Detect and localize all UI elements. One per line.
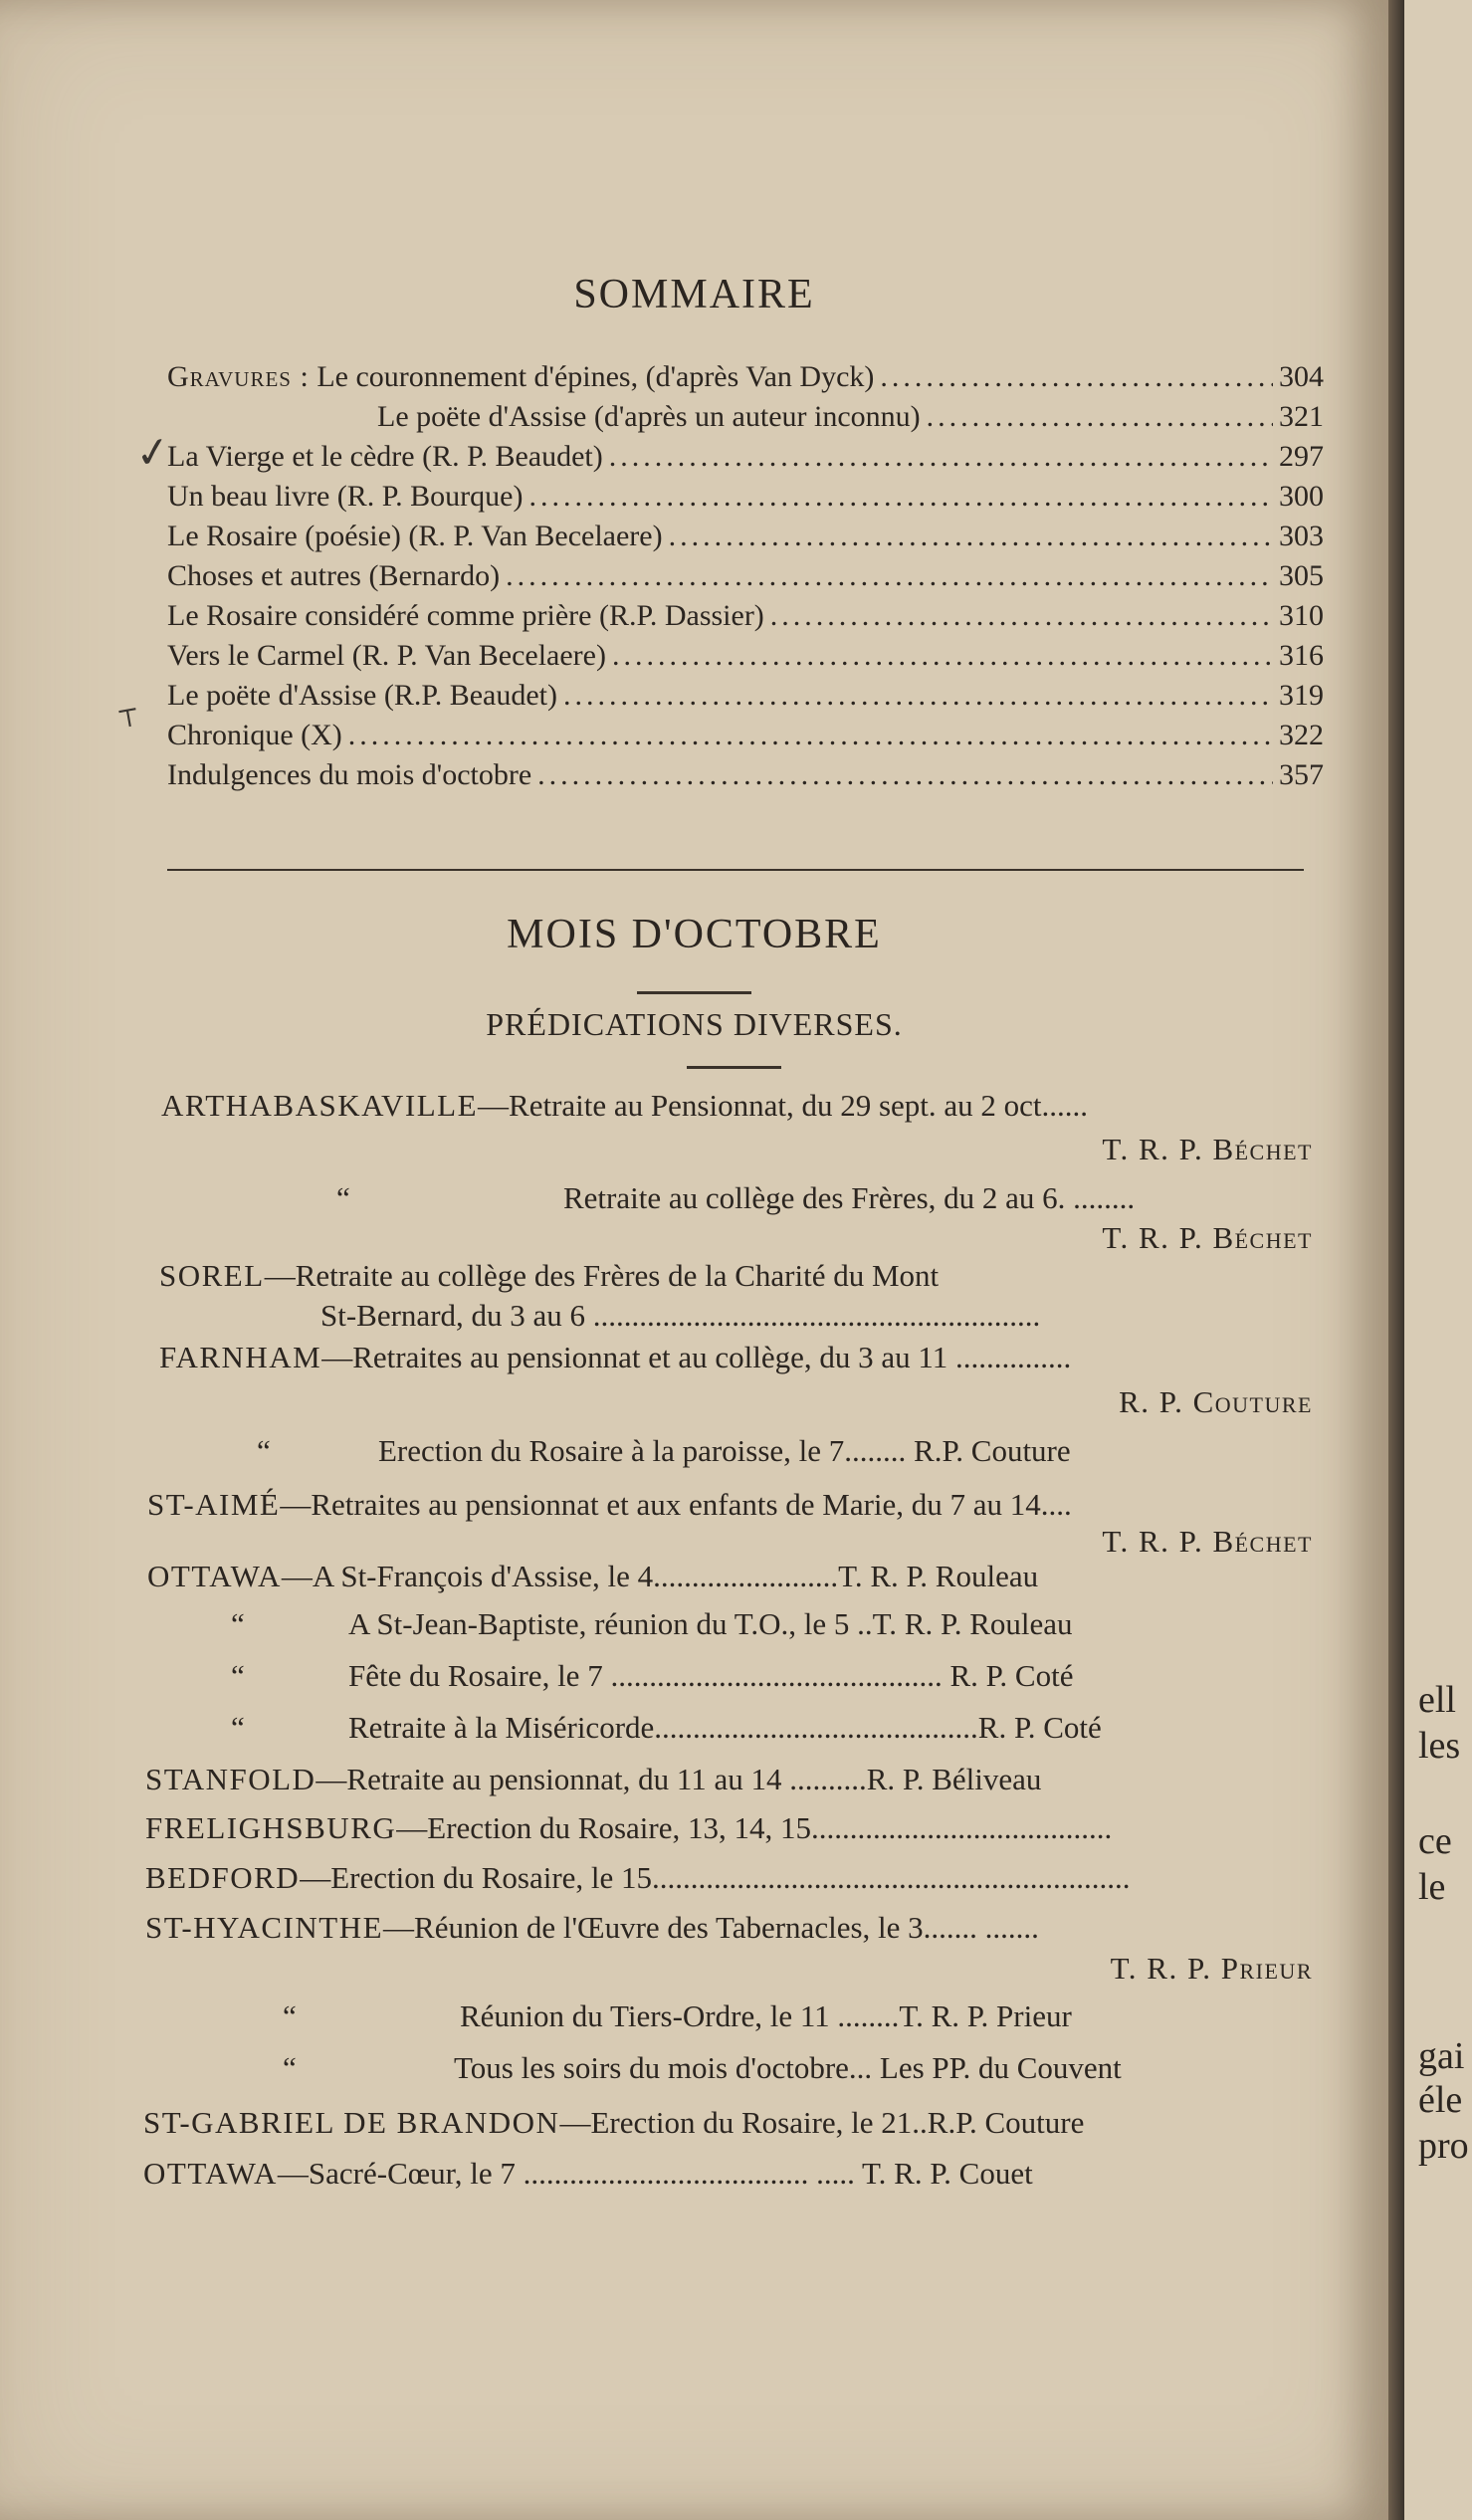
toc-item-page: 316 <box>1279 639 1324 672</box>
entry-text: —Erection du Rosaire, 13, 14, 15....................................... <box>396 1810 1113 1845</box>
place-name: ST-HYACINTHE <box>145 1910 384 1945</box>
toc-item-label: Le couronnement d'épines, (d'après Van Dyck) <box>316 360 875 393</box>
entry-text: —Retraite au Pensionnat, du 29 sept. au 2 oct...... <box>478 1088 1089 1123</box>
toc-item-label: La Vierge et le cèdre (R. P. Beaudet) <box>167 440 603 473</box>
facing-page <box>1404 0 1472 2520</box>
list-item <box>147 1487 1072 1523</box>
toc-leader <box>528 480 1273 514</box>
entry-text: —A St-François d'Assise, le 4........................T. R. P. Rouleau <box>281 1559 1039 1593</box>
preacher: T. R. P. Béchet <box>1102 1524 1313 1559</box>
ditto-mark: “ <box>231 1710 245 1745</box>
entry-text: Erection du Rosaire à la paroisse, le 7........ R.P. Couture <box>378 1433 1071 1468</box>
divider <box>637 991 751 994</box>
mois-title: MOIS D'OCTOBRE <box>507 912 882 957</box>
facing-fragment: ell <box>1418 1679 1456 1721</box>
entry-text: —Erection du Rosaire, le 15.............................................................. <box>300 1860 1131 1895</box>
place-name: FARNHAM <box>159 1340 322 1374</box>
toc-item <box>167 559 1324 599</box>
toc-item-label: Indulgences du mois d'octobre <box>167 758 532 791</box>
ditto-mark: “ <box>231 1658 245 1693</box>
place-name: OTTAWA <box>147 1559 282 1593</box>
preacher: R. P. Couture <box>1119 1384 1313 1419</box>
place-name: OTTAWA <box>143 2156 278 2191</box>
preacher: T. R. P. Béchet <box>1102 1132 1313 1166</box>
entry-text: A St-Jean-Baptiste, réunion du T.O., le 5 ..T. R. P. Rouleau <box>348 1606 1073 1641</box>
list-item <box>145 1860 1131 1896</box>
toc-leader <box>348 719 1273 752</box>
entry-text: —Retraites au pensionnat et au collège, du 3 au 11 ............... <box>321 1340 1072 1374</box>
divider <box>687 1066 781 1069</box>
toc-leader <box>927 400 1273 434</box>
toc-item <box>167 758 1324 798</box>
toc-item-page: 357 <box>1279 758 1324 791</box>
toc-item <box>167 599 1324 639</box>
toc-leader <box>669 520 1273 553</box>
list-item <box>143 2156 1033 2192</box>
place-name: ST-AIMÉ <box>147 1487 281 1522</box>
list-item <box>147 1559 1038 1594</box>
toc-item-page: 305 <box>1279 559 1324 592</box>
list-item <box>145 1910 1039 1946</box>
place-name: STANFOLD <box>145 1762 316 1796</box>
toc-item <box>167 520 1324 559</box>
toc-item-page: 300 <box>1279 480 1324 513</box>
toc-item <box>167 639 1324 679</box>
sommaire-title: SOMMAIRE <box>573 272 815 317</box>
list-item <box>145 1810 1112 1846</box>
facing-fragment: ce <box>1418 1820 1452 1862</box>
toc-item <box>167 679 1324 719</box>
entry-text: St-Bernard, du 3 au 6 .......................................................... <box>320 1298 1041 1333</box>
toc-item-page: 303 <box>1279 520 1324 552</box>
toc-leader <box>563 679 1273 713</box>
facing-fragment: gai <box>1418 2035 1465 2077</box>
list-item <box>143 2105 1084 2141</box>
toc-item-page: 321 <box>1279 400 1324 433</box>
entry-text: Fête du Rosaire, le 7 ........................................... R. P. Coté <box>348 1658 1074 1693</box>
preacher: T. R. P. Prieur <box>1110 1951 1313 1986</box>
toc-item-page: 297 <box>1279 440 1324 473</box>
toc-item-label: Le Rosaire considéré comme prière (R.P. Dassier) <box>167 599 764 632</box>
ditto-mark: “ <box>283 2050 297 2085</box>
toc-leader <box>880 360 1273 394</box>
toc-leader <box>537 758 1273 792</box>
ditto-mark: “ <box>231 1606 245 1641</box>
place-name: ST-GABRIEL DE BRANDON <box>143 2105 560 2140</box>
toc-item-page: 319 <box>1279 679 1324 712</box>
toc-item-label: Le Rosaire (poésie) (R. P. Van Becelaere) <box>167 520 663 552</box>
toc-item-label: Le poëte d'Assise (d'après un auteur inconnu) <box>377 400 921 433</box>
toc-item <box>167 719 1324 758</box>
toc-leader <box>506 559 1273 593</box>
check-mark-icon: ✓ <box>131 425 174 480</box>
place-name: ARTHABASKAVILLE <box>161 1088 479 1123</box>
toc-item-label: Choses et autres (Bernardo) <box>167 559 501 592</box>
entry-text: —Erection du Rosaire, le 21..R.P. Couture <box>559 2105 1085 2140</box>
ditto-mark: “ <box>336 1180 350 1215</box>
ditto-mark: “ <box>257 1433 271 1468</box>
mois-subtitle: PRÉDICATIONS DIVERSES. <box>486 1006 903 1042</box>
toc-item-page: 310 <box>1279 599 1324 632</box>
place-name: BEDFORD <box>145 1860 301 1895</box>
toc-item <box>377 400 1324 440</box>
toc-leader <box>770 599 1273 633</box>
entry-text: —Sacré-Cœur, le 7 ..................................... ..... T. R. P. Couet <box>277 2156 1033 2191</box>
entry-text: Retraite au collège des Frères, du 2 au 6. ........ <box>563 1180 1136 1215</box>
entry-text: —Retraites au pensionnat et aux enfants de Marie, du 7 au 14.... <box>280 1487 1072 1522</box>
pencil-mark-icon: ⸆ <box>115 700 144 749</box>
divider <box>167 869 1304 871</box>
facing-fragment: les <box>1418 1725 1461 1767</box>
facing-fragment: éle <box>1418 2079 1463 2121</box>
ditto-mark: “ <box>283 1998 297 2033</box>
preacher: T. R. P. Béchet <box>1102 1220 1313 1255</box>
entry-text: —Retraite au pensionnat, du 11 au 14 ..........R. P. Béliveau <box>315 1762 1042 1796</box>
entry-text: —Retraite au collège des Frères de la Charité du Mont <box>264 1258 940 1293</box>
gravures-prefix: Gravures : <box>167 360 310 393</box>
list-item <box>145 1762 1041 1797</box>
book-gutter <box>1388 0 1404 2520</box>
toc-item-label: Un beau livre (R. P. Bourque) <box>167 480 524 513</box>
toc-item <box>167 480 1324 520</box>
entry-text: Retraite à la Miséricorde..........................................R. P. Coté <box>348 1710 1102 1745</box>
entry-text: Réunion du Tiers-Ordre, le 11 ........T. R. P. Prieur <box>460 1998 1072 2033</box>
toc-item-page: 304 <box>1279 360 1324 393</box>
toc-item-label: Chronique (X) <box>167 719 342 751</box>
toc-leader <box>612 639 1273 673</box>
toc-item <box>167 440 1324 480</box>
list-item <box>159 1340 1071 1375</box>
place-name: SOREL <box>159 1258 265 1293</box>
toc-item-label: Vers le Carmel (R. P. Van Becelaere) <box>167 639 606 672</box>
toc-item-page: 322 <box>1279 719 1324 751</box>
list-item <box>159 1258 939 1294</box>
toc-item <box>167 360 1324 400</box>
place-name: FRELIGHSBURG <box>145 1810 397 1845</box>
entry-text: Tous les soirs du mois d'octobre... Les PP. du Couvent <box>454 2050 1122 2085</box>
facing-fragment: pro <box>1418 2125 1469 2167</box>
toc-leader <box>609 440 1273 474</box>
list-item <box>161 1088 1088 1124</box>
toc-item-label: Le poëte d'Assise (R.P. Beaudet) <box>167 679 557 712</box>
entry-text: —Réunion de l'Œuvre des Tabernacles, le 3....... ....... <box>383 1910 1039 1945</box>
facing-fragment: le <box>1418 1866 1446 1908</box>
